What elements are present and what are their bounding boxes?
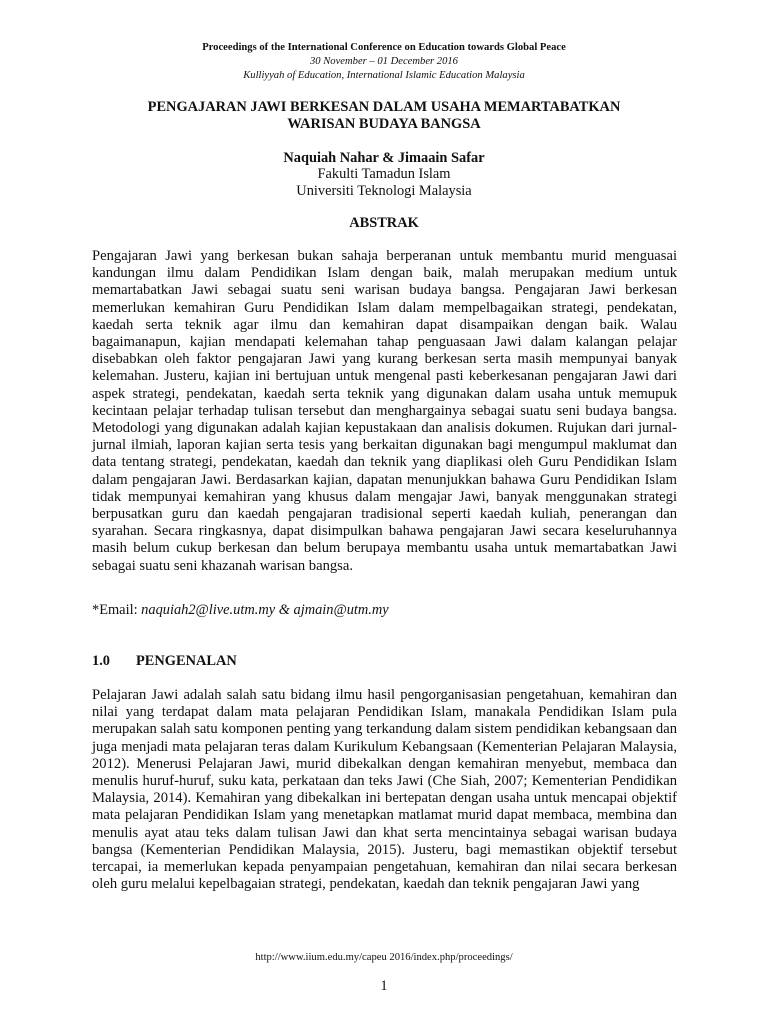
page-number: 1 [380, 978, 388, 994]
conference-venue: Kulliyyah of Education, International Islamic Education Malaysia [243, 70, 525, 81]
section-number: 1.0 [92, 653, 110, 669]
footer-url[interactable]: http://www.iium.edu.my/capeu 2016/index.php/proceedings/ [255, 952, 513, 963]
paper-title-line-2: WARISAN BUDAYA BANGSA [287, 116, 481, 132]
abstract-heading: ABSTRAK [349, 215, 419, 231]
affiliation-university: Universiti Teknologi Malaysia [296, 183, 472, 199]
paper-title [0, 99, 768, 133]
paper-authors: Naquiah Nahar & Jimaain Safar [283, 150, 485, 166]
section-title: PENGENALAN [136, 653, 237, 669]
section-heading [92, 653, 237, 670]
email-addresses[interactable]: naquiah2@live.utm.my & ajmain@utm.my [141, 602, 389, 618]
email-line [92, 602, 389, 619]
email-label: *Email: [92, 602, 142, 618]
conference-name: Proceedings of the International Conference on Education towards Global Peace [202, 42, 566, 53]
conference-dates: 30 November – 01 December 2016 [310, 56, 458, 67]
introduction-text: Pelajaran Jawi adalah salah satu bidang ilmu hasil pengorganisasian pengetahuan, kemahiran dan nilai yang terdapat dalam mata pelajaran Pendidikan Islam, manakala Pendidikan Islam pula merupakan salah satu komponen penting yang terkandung dalam sistem pendidikan kebangsaan dan juga menjadi mata pelajaran teras dalam Kurikulum Kebangsaan (Kementerian Pelajaran Malaysia, 2012). Menerusi Pelajaran Jawi, murid dibekalkan dengan kemahiran menyebut, membaca dan menulis huruf-huruf, suku kata, perkataan dan teks Jawi (Che Siah, 2007; Kementerian Pendidikan Malaysia, 2014). Kemahiran yang dibekalkan ini bertepatan dengan usaha untuk mencapai objektif mata pelajaran Pendidikan Islam yang menetapkan matlamat murid dapat membaca, membina dan menulis ayat atau teks dalam tulisan Jawi dan khat serta mencintainya sebagai warisan budaya bangsa (Kementerian Pendidikan Malaysia, 2015). Justeru, bagi memastikan objektif tersebut tercapai, ia memerlukan kepada penyampaian pengetahuan, kemahiran dan nilai secara berkesan oleh guru melalui kepelbagaian strategi, pendekatan, kaedah dan teknik pengajaran Jawi yang [92, 687, 677, 893]
abstract-text: Pengajaran Jawi yang berkesan bukan sahaja berperanan untuk membantu murid menguasai kandungan ilmu dalam Pendidikan Islam dengan baik, malah merupakan medium untuk memartabatkan Jawi sebagai suatu seni warisan budaya bangsa. Pengajaran Jawi berkesan memerlukan kemahiran Guru Pendidikan Islam dalam mempelbagaikan strategi, pendekatan, kaedah serta teknik agar ilmu dan kemahiran dapat disampaikan dengan baik. Walau bagaimanapun, kajian mendapati kelemahan tahap penguasaan Jawi dalam kalangan pelajar disebabkan oleh faktor pengajaran Jawi yang kurang berkesan serta masih mempunyai banyak kelemahan. Justeru, kajian ini bertujuan untuk mengenal pasti keberkesanan pengajaran Jawi dari aspek strategi, pendekatan, kaedah serta teknik yang digunakan dalam usaha untuk memupuk kecintaan pelajar terhadap tulisan tersebut dan menghargainya sebagai suatu seni budaya bangsa. Metodologi yang digunakan adalah kajian kepustakaan dan analisis dokumen. Rujukan dari jurnal-jurnal ilmiah, laporan kajian serta tesis yang berkaitan digunakan bagi mengumpul maklumat dan data tentang strategi, pendekatan, kaedah dan teknik yang diaplikasi oleh Guru Pendidikan Islam dalam pengajaran Jawi. Berdasarkan kajian, dapatan menunjukkan bahawa Guru Pendidikan Islam tidak mempunyai kemahiran yang khusus dalam mengajar Jawi, banyak menggunakan strategi berpusatkan guru dan kaedah pengajaran tradisional seperti kaedah kuliah, penerangan dan syarahan. Secara ringkasnya, dapat disimpulkan bahawa pengajaran Jawi secara keseluruhannya masih belum cukup berkesan dan belum berupaya membantu usaha untuk memartabatkan Jawi sebagai suatu seni khazanah warisan bangsa. [92, 248, 677, 574]
paper-title-line-1: PENGAJARAN JAWI BERKESAN DALAM USAHA MEMARTABATKAN [147, 99, 621, 115]
affiliation-faculty: Fakulti Tamadun Islam [317, 166, 451, 182]
